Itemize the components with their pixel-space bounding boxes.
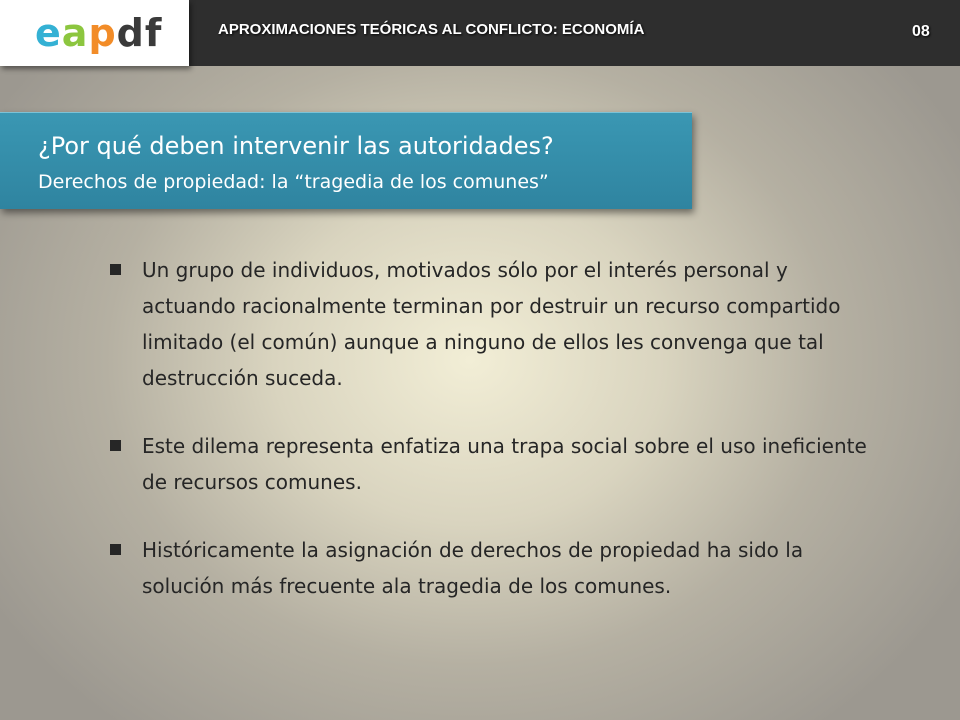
logo-letter: p bbox=[88, 11, 117, 55]
logo-letter: a bbox=[61, 11, 89, 55]
bullet-list bbox=[108, 252, 888, 636]
slide-title-band bbox=[0, 112, 692, 209]
square-bullet-icon bbox=[110, 440, 121, 451]
header-title: APROXIMACIONES TEÓRICAS AL CONFLICTO: ECONOMÍA bbox=[218, 21, 645, 38]
eapdf-logo bbox=[35, 11, 162, 55]
page-number: 08 bbox=[912, 23, 930, 40]
bullet-text: Históricamente la asignación de derechos de propiedad ha sido la solución más frecuente ala tragedia de los comunes. bbox=[142, 538, 804, 598]
logo-letter: e bbox=[35, 11, 62, 55]
logo-letter: d bbox=[116, 11, 145, 55]
square-bullet-icon bbox=[110, 544, 121, 555]
bullet-item bbox=[108, 428, 888, 500]
bullet-text: Este dilema representa enfatiza una trapa social sobre el uso ineficiente de recursos comunes. bbox=[142, 434, 867, 494]
logo-letter: f bbox=[144, 11, 163, 55]
slide-title: ¿Por qué deben intervenir las autoridades? bbox=[38, 132, 554, 160]
logo-container[interactable] bbox=[0, 0, 189, 66]
bullet-text: Un grupo de individuos, motivados sólo por el interés personal y actuando racionalmente terminan por destruir un recurso compartido limitado (el común) aunque a ninguno de ellos les convenga que tal destrucción suceda. bbox=[142, 258, 841, 390]
square-bullet-icon bbox=[110, 264, 121, 275]
bullet-item bbox=[108, 252, 888, 396]
header-bar bbox=[0, 0, 960, 66]
bullet-item bbox=[108, 532, 888, 604]
slide-subtitle: Derechos de propiedad: la “tragedia de los comunes” bbox=[38, 171, 549, 193]
